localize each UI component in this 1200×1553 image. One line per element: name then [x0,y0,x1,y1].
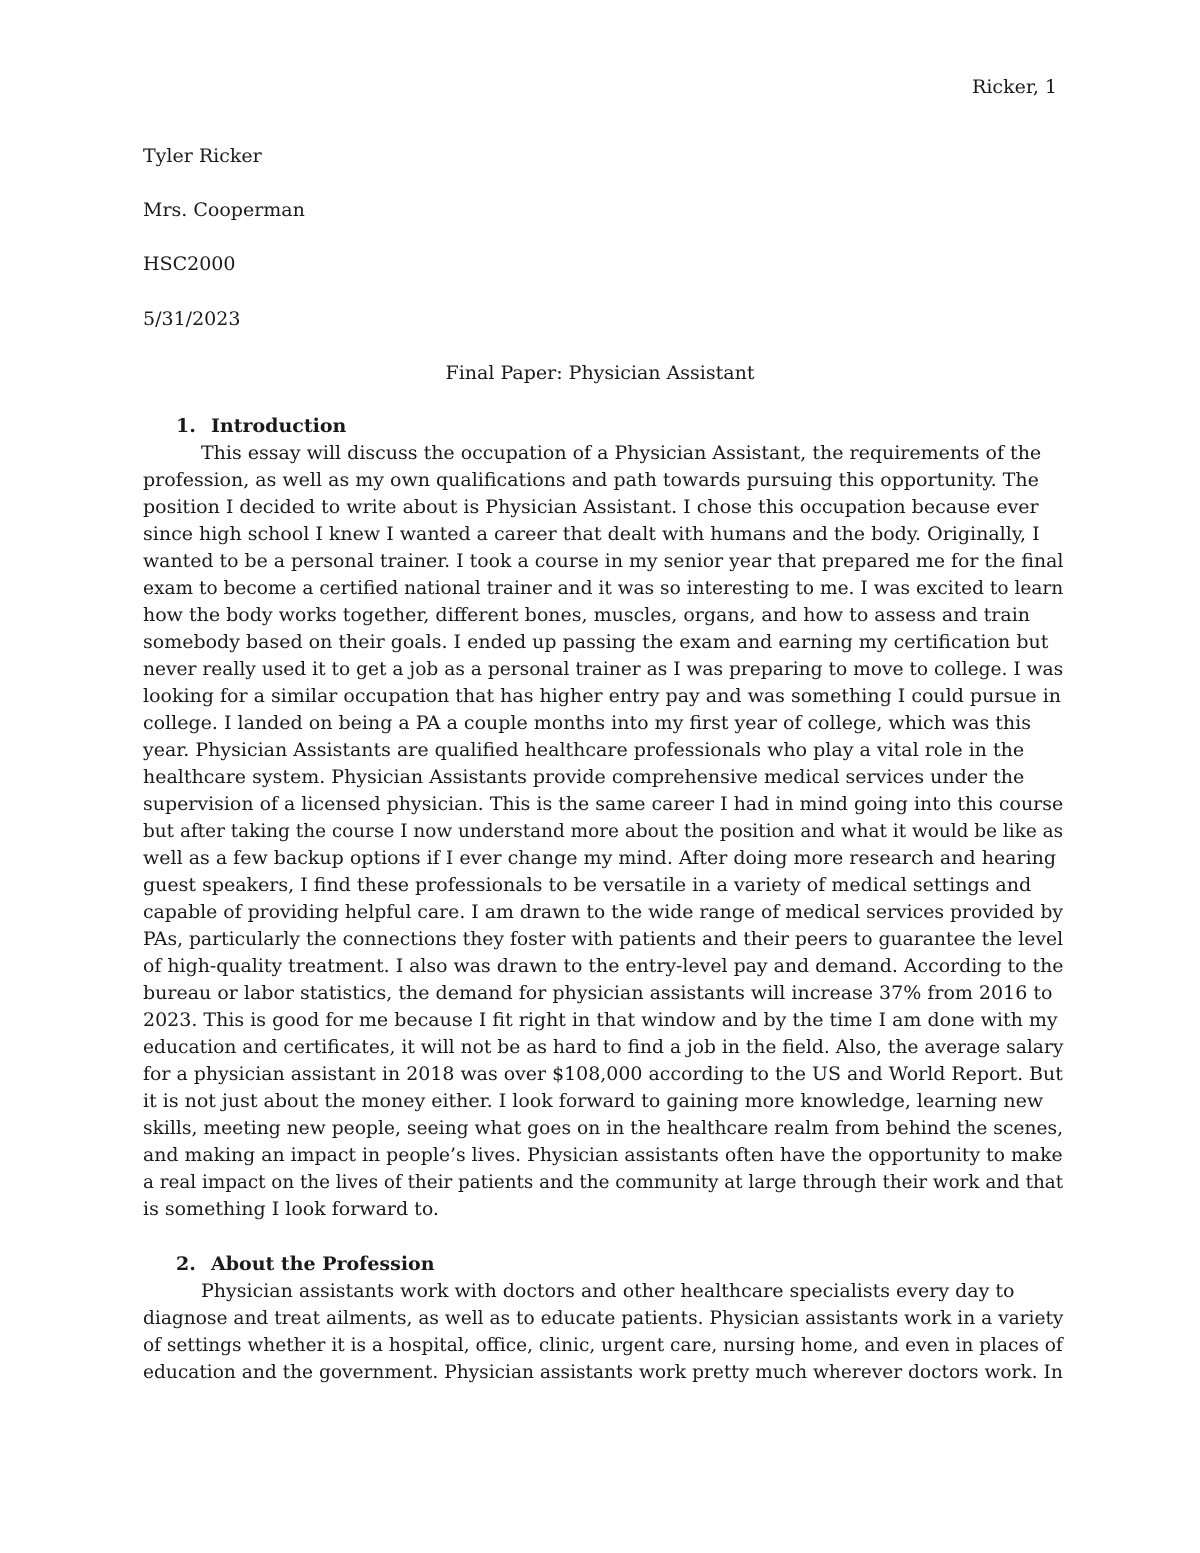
paragraph-line: a real impact on the lives of their patients and the community at large through their work and that [143,1171,1064,1193]
page-header: Ricker, 1 [972,76,1057,98]
paragraph-line: is something I look forward to. [143,1198,439,1220]
paragraph-line: for a physician assistant in 2018 was over $108,000 according to the US and World Report. But [143,1063,1063,1085]
paragraph-line: 2023. This is good for me because I fit right in that window and by the time I am done with my [143,1009,1058,1031]
paragraph-line: education and the government. Physician assistants work pretty much wherever doctors work. In [143,1361,1063,1383]
paragraph-line: education and certificates, it will not be as hard to find a job in the field. Also, the average salary [143,1036,1064,1058]
paragraph-line: but after taking the course I now understand more about the position and what it would be like as [143,820,1064,842]
paragraph-line: healthcare system. Physician Assistants provide comprehensive medical services under the [143,766,1025,788]
paragraph-line: diagnose and treat ailments, as well as to educate patients. Physician assistants work in a variety [143,1307,1064,1329]
paper-title: Final Paper: Physician Assistant [445,362,755,384]
paragraph-line: and making an impact in people’s lives. Physician assistants often have the opportunity to make [143,1144,1063,1166]
paragraph-line: exam to become a certified national trainer and it was so interesting to me. I was excited to learn [143,577,1064,599]
section-title: About the Profession [211,1253,435,1275]
paragraph-line: guest speakers, I find these professionals to be versatile in a variety of medical settings and [143,874,1032,896]
paragraph-line: of high-quality treatment. I also was drawn to the entry-level pay and demand. According to the [143,955,1064,977]
paragraph-line: somebody based on their goals. I ended up passing the exam and earning my certification but [143,631,1049,653]
section-heading [176,413,346,440]
paragraph-line: bureau or labor statistics, the demand for physician assistants will increase 37% from 2016 to [143,982,1053,1004]
section-body [143,1278,1063,1386]
paragraph-line: it is not just about the money either. I look forward to gaining more knowledge, learning new [143,1090,1044,1112]
section-number: 1. [176,415,196,437]
paragraph-line: never really used it to get a job as a personal trainer as I was preparing to move to college. I was [143,658,1064,680]
paragraph-line: Physician assistants work with doctors and other healthcare specialists every day to [201,1280,1015,1302]
paragraph-line: well as a few backup options if I ever change my mind. After doing more research and hearing [143,847,1057,869]
paragraph-line: PAs, particularly the connections they foster with patients and their peers to guarantee the level [143,928,1064,950]
paragraph-line: skills, meeting new people, seeing what goes on in the healthcare realm from behind the scenes, [143,1117,1064,1139]
instructor-name: Mrs. Cooperman [143,199,305,221]
section-number: 2. [176,1253,196,1275]
paragraph-line: capable of providing helpful care. I am drawn to the wide range of medical services provided by [143,901,1064,923]
paragraph-line: how the body works together, different bones, muscles, organs, and how to assess and train [143,604,1031,626]
paragraph-line: year. Physician Assistants are qualified healthcare professionals who play a vital role in the [143,739,1025,761]
paragraph-line: wanted to be a personal trainer. I took a course in my senior year that prepared me for the final [143,550,1064,572]
paragraph-line: This essay will discuss the occupation of a Physician Assistant, the requirements of the [201,442,1042,464]
paragraph-line: of settings whether it is a hospital, office, clinic, urgent care, nursing home, and even in places of [143,1334,1063,1356]
section-heading [176,1251,435,1278]
course-code: HSC2000 [143,253,236,275]
paragraph-line: looking for a similar occupation that has higher entry pay and was something I could pursue in [143,685,1062,707]
paragraph-line: position I decided to write about is Physician Assistant. I chose this occupation because ever [143,496,1039,518]
author-name: Tyler Ricker [143,145,262,167]
paragraph-line: college. I landed on being a PA a couple months into my first year of college, which was this [143,712,1031,734]
section-title: Introduction [211,415,347,437]
section-body [143,440,1063,1223]
paragraph-line: since high school I knew I wanted a career that dealt with humans and the body. Originally, I [143,523,1040,545]
paragraph-line: profession, as well as my own qualifications and path towards pursuing this opportunity. The [143,469,1039,491]
paragraph-line: supervision of a licensed physician. This is the same career I had in mind going into this course [143,793,1064,815]
submission-date: 5/31/2023 [143,308,241,330]
